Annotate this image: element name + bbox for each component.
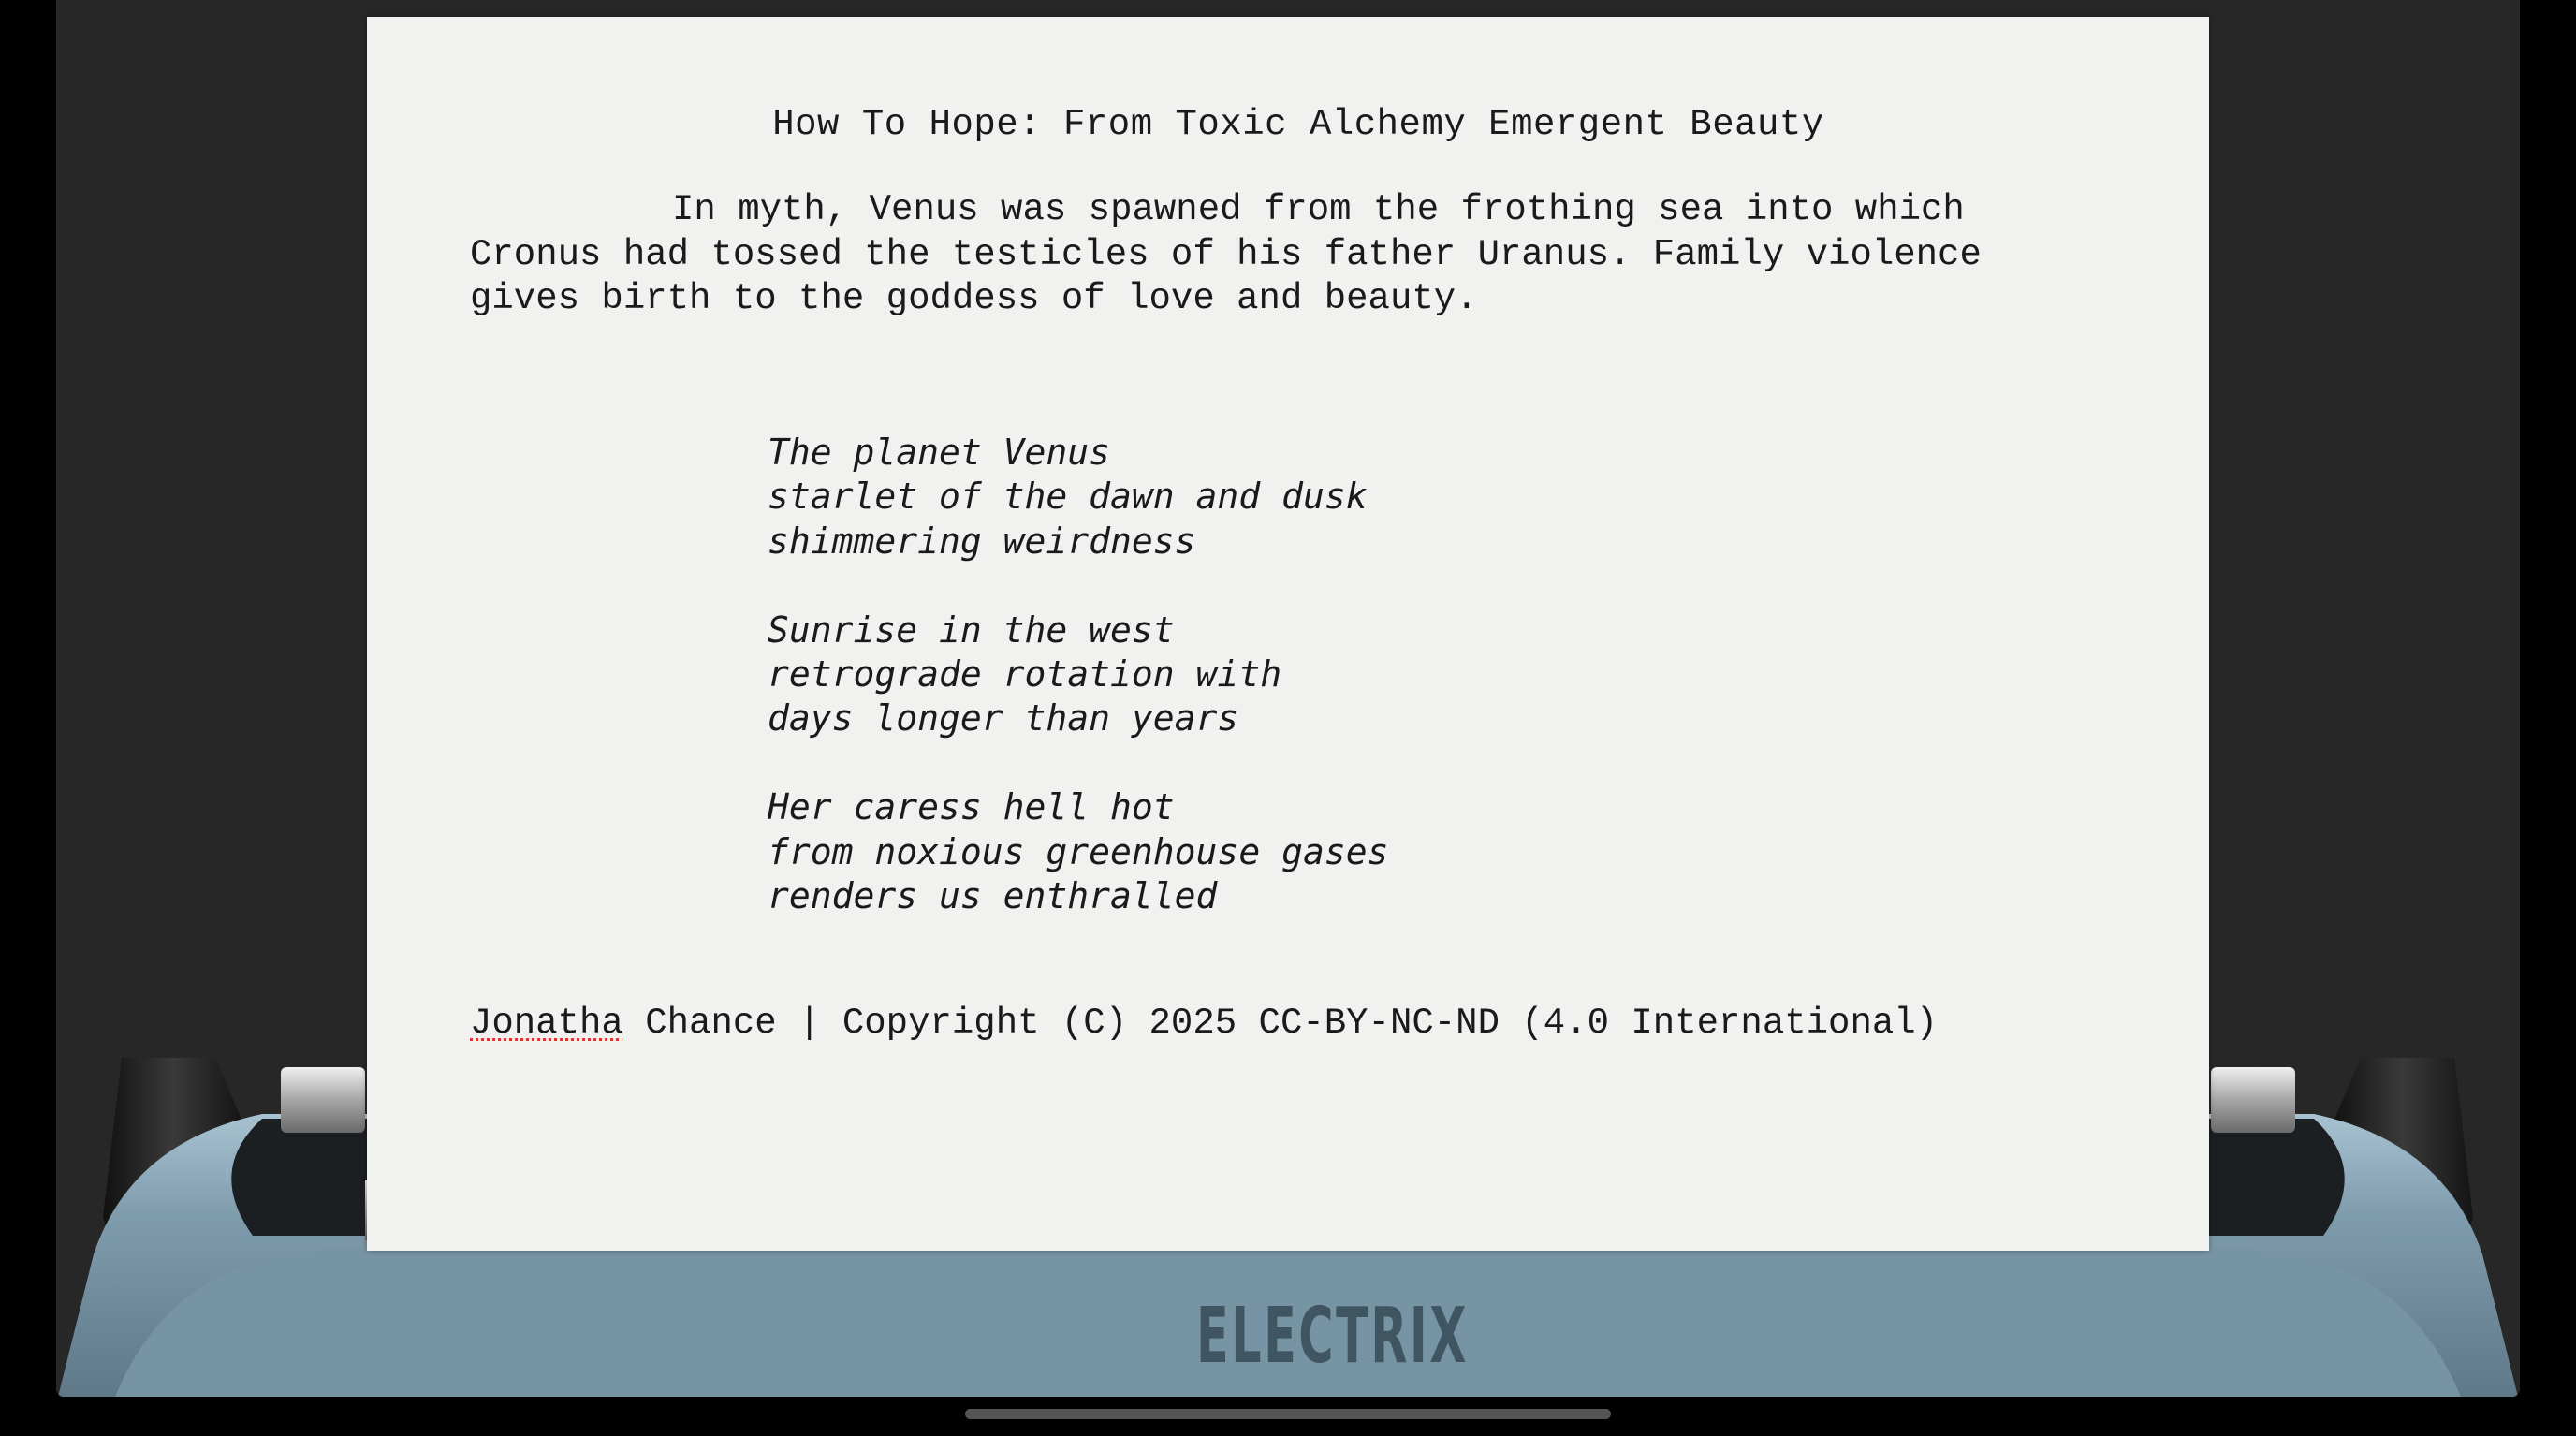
poem-stanza	[768, 431, 1388, 564]
poem-line: days longer than years	[768, 697, 1239, 740]
brand-logo: ELECTRIX	[1196, 1292, 1469, 1381]
left-rail	[281, 1067, 365, 1133]
document-title: How To Hope: From Toxic Alchemy Emergent Beauty	[772, 104, 1824, 145]
poem-line: starlet of the dawn and dusk	[768, 476, 1368, 518]
app-screen	[56, 0, 2520, 1397]
poem-stanza	[768, 608, 1388, 741]
document-body[interactable]	[470, 103, 2117, 1044]
signature-line	[470, 1002, 1938, 1046]
home-indicator[interactable]	[965, 1409, 1611, 1419]
poem-line: The planet Venus	[768, 432, 1111, 473]
poem-stanza	[768, 785, 1388, 918]
misspelled-word[interactable]: Jonatha	[470, 1003, 623, 1044]
poem	[768, 431, 1388, 963]
poem-line: from noxious greenhouse gases	[768, 830, 1389, 872]
poem-line: Her caress hell hot	[768, 786, 1175, 828]
intro-paragraph: In myth, Venus was spawned from the frothing sea into which Cronus had tossed the testicles of his father Uranus. Family violence gives birth to the goddess of love and beauty.	[470, 189, 1982, 320]
poem-line: Sunrise in the west	[768, 608, 1175, 651]
signature-rest: Chance | Copyright (C) 2025 CC-BY-NC-ND (4.0 International)	[622, 1003, 1939, 1044]
right-rail	[2211, 1067, 2295, 1133]
poem-line: retrograde rotation with	[768, 653, 1282, 696]
poem-line: shimmering weirdness	[768, 520, 1196, 562]
paper-sheet[interactable]	[367, 17, 2209, 1251]
poem-line: renders us enthralled	[768, 875, 1218, 917]
